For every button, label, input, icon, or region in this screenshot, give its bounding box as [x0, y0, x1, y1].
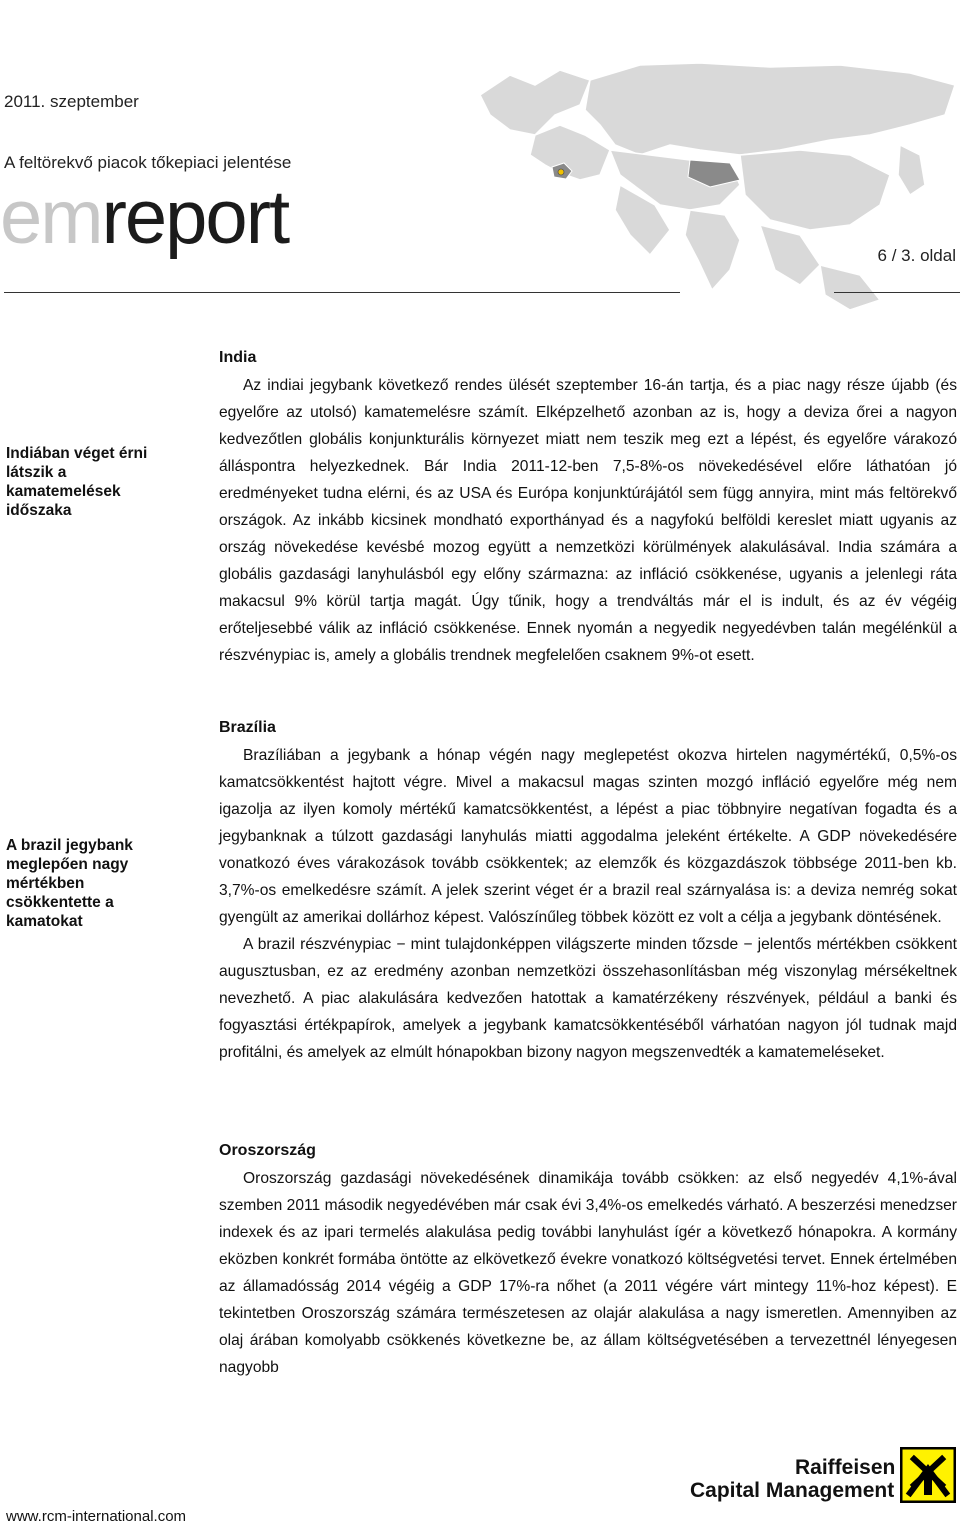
report-date: 2011. szeptember [4, 92, 139, 111]
side-note-brazil: A brazil jegybank meglepően nagy mértékben csökkentette a kamatokat [6, 837, 133, 930]
brand-report: report [101, 175, 289, 260]
section-title-brazil: Brazília [219, 719, 276, 736]
eurasia-map-graphic [440, 55, 960, 325]
section-brazil [219, 718, 957, 1066]
brand-logo-text [0, 175, 289, 260]
header-divider-left [4, 292, 680, 293]
page-number: 6 / 3. oldal [877, 246, 956, 265]
paragraph-brazil-1: Brazíliában a jegybank a hónap végén nagy meglepetést okozva hirtelen nagymértékű, 0,5%-os kamatcsökkentést hajtott végre. Mivel a makacsul magas szinten mozgó infláció egyelőre még nem igazolja az ilyen komoly mértékű kamatcsökkentést, a lépést a piac többnyire negatívan fogadta és a jegybanknak a túlzott gazdasági lanyhulás miatti aggodalma jeleként értékelte. A GDP növekedésére vonatkozó éves várakozások tovább csökkentek; az elemzők és közgazdászok többsége 2011-ben kb. 3,7%-os emelkedésre számít. A jelek szerint véget ér a brazil real szárnyalása is: a deviza nemrég sokat gyengült az amerikai dollárhoz képest. Valószínűleg többek között ez volt a célja a jegybank döntésének. [219, 747, 957, 926]
paragraph-brazil-2: A brazil részvénypiac − mint tulajdonképpen világszerte minden tőzsde − jelentős mértékben csökkent augusztusban, ez az eredmény azonban nemzetközi összehasonlításban még viszonylag mérsékeltnek nevezhető. A piac alakulására kedvezően hatottak a kamatérzékeny részvények, például a banki és fogyasztási értékpapírok, amelyek a jegybank kamatcsökkentéséből várhatóan nagyon jól tudnak majd profitálni, és amelyek az elmúlt hónapokban bizony nagyon megszenvedték a kamatemeléseket. [219, 936, 957, 1061]
section-title-russia: Oroszország [219, 1142, 316, 1159]
logo-text-raiffeisen: Raiffeisen [795, 1456, 896, 1479]
side-note-india: Indiában véget érni látszik a kamatemelések időszaka [6, 445, 148, 519]
header-divider-right [834, 292, 960, 293]
section-title-india: India [219, 349, 257, 366]
footer-website-link[interactable]: www.rcm-international.com [6, 1508, 187, 1525]
section-russia [219, 1141, 957, 1381]
section-india [219, 348, 957, 669]
brand-em: em [0, 175, 102, 260]
raiffeisen-gable-cross-icon [900, 1447, 956, 1503]
report-subtitle: A feltörekvő piacok tőkepiaci jelentése [4, 153, 292, 172]
paragraph-india-1: Az indiai jegybank következő rendes ülését szeptember 16-án tartja, és a piac nagy része újabb (és egyelőre az utolsó) kamatemelésre számít. Elképzelhető azonban az is, hogy a deviza őrei a nagyon kedvezőtlen globális konjunkturális környezet miatt nem teszik meg ezt a lépést, és egyelőre várakozó álláspontra helyezkednek. Bár India 2011-12-ben 7,5-8%-os növekedésével előre láthatóan jó eredményeket tudna elérni, és az USA és Európa konjunktúrájától sem függ annyira, mint más feltörekvő országok. Az inkább kicsinek mondható exporthányad és a nagyfokú belföldi kereslet miatt ugyanis az ország növekedése kevésbé mozog együtt a nemzetközi körülmények alakulásával. India számára a globális gazdasági lanyhulásból egy előny származna: az infláció csökkenése, ugyanis a jelenlegi ráta makacsul 9% körül tartja magát. Úgy tűnik, hogy a trendváltás már el is indult, és az év végéig erőteljesebbé válik az infláció csökkenése. Ennek nyomán a negyedik negyedévben talán megélénkül a részvénypiac is, amely a globális trendnek megfelelően csaknem 9%-ot esett. [219, 377, 957, 664]
paragraph-russia-1: Oroszország gazdasági növekedésének dinamikája tovább csökken: az első negyedév 4,1%-ával szemben 2011 második negyedévében már csak évi 3,4%-os emelkedés várható. A beszerzési menedzser indexek és az ipari termelés alakulása pedig további lanyhulást ígér a következő hónapokra. A kormány eközben konkrét formába öntötte az elkövetkező évekre vonatkozó költségvetési tervet. Ennek értelmében az államadósság 2014 végéig a GDP 17%-ra nőhet (a 2011 végére várt mintegy 11%-hoz képest). E tekintetben Oroszország számára természetesen az olajár alakulása a nagy ismeretlen. Amennyiben az olaj árában komolyabb csökkenés következne be, az állam költségvetésében a tervezettnél lényegesen nagyobb [219, 1170, 957, 1376]
logo-text-capital-management: Capital Management [690, 1479, 895, 1502]
